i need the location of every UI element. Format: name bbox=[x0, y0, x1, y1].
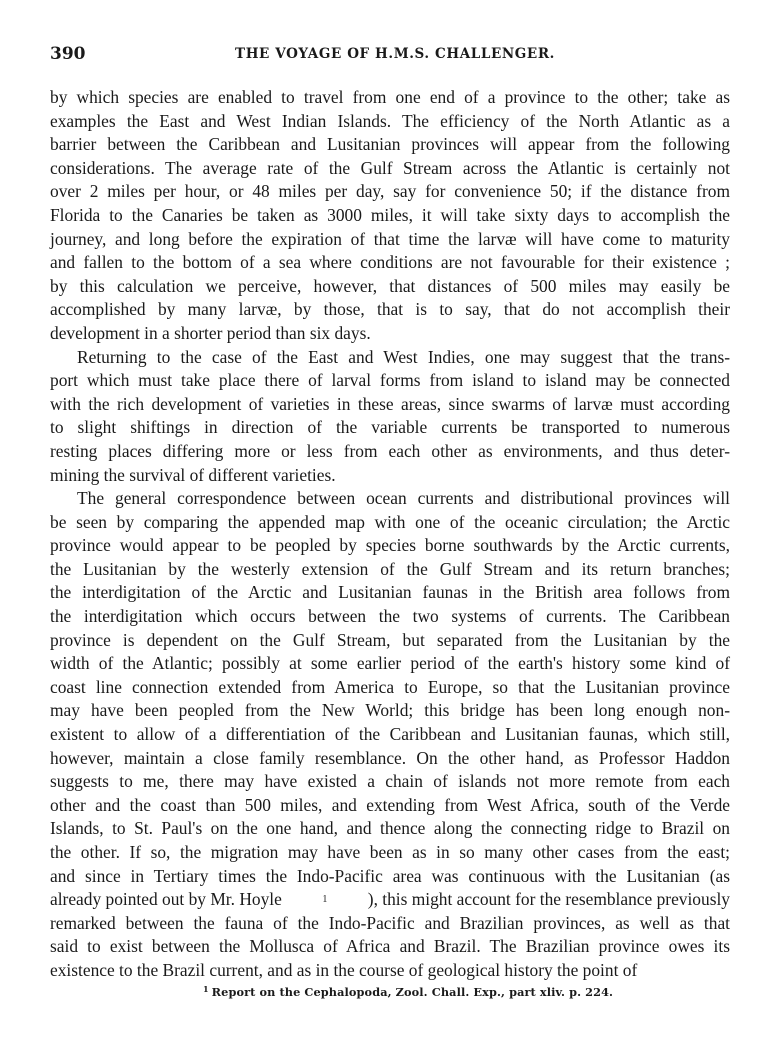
text-line-content: and fallen to the bottom of a sea where conditions are not favourable for their existence ; bbox=[50, 252, 730, 273]
text-line bbox=[50, 605, 730, 629]
text-line-content: development in a shorter period than six days. bbox=[50, 322, 371, 343]
text-line-content: The general correspondence between ocean currents and distributional provinces will bbox=[77, 488, 730, 509]
text-line-content: accomplished by many larvæ, by those, that is to say, that do not accomplish their bbox=[50, 299, 730, 320]
footnote-text: Report on the Cephalopoda, Zool. Chall. Exp., part xliv. p. 224. bbox=[211, 985, 614, 999]
text-line bbox=[50, 86, 730, 110]
text-line-content: over 2 miles per hour, or 48 miles per day, say for convenience 50; if the distance from bbox=[50, 181, 730, 202]
text-line bbox=[50, 440, 730, 464]
page-number: 390 bbox=[50, 44, 86, 64]
text-line bbox=[50, 912, 730, 936]
text-line bbox=[50, 346, 730, 370]
text-line-content: and since in Tertiary times the Indo-Pacific area was continuous with the Lusitanian (as bbox=[50, 865, 730, 886]
text-line bbox=[50, 204, 730, 228]
text-line-content: the interdigitation of the Arctic and Lusitanian faunas in the British area follows from bbox=[50, 582, 730, 603]
text-line bbox=[50, 888, 730, 912]
text-line-content: Florida to the Canaries be taken as 3000 miles, it will take sixty days to accomplish the bbox=[50, 204, 730, 225]
text-line-content: port which must take place there of larval forms from island to island may be connected bbox=[50, 370, 730, 391]
text-line-content: said to exist between the Mollusca of Africa and Brazil. The Brazilian province owes its bbox=[50, 936, 730, 957]
text-line-content: suggests to me, there may have existed a chain of islands not more remote from each bbox=[50, 771, 730, 792]
text-line-content: existent to allow of a differentiation of the Caribbean and Lusitanian faunas, which still, bbox=[50, 724, 730, 745]
text-line bbox=[50, 723, 730, 747]
text-line-content: with the rich development of varieties in these areas, since swarms of larvæ must according bbox=[50, 393, 730, 414]
text-line bbox=[50, 487, 730, 511]
text-line-content: be seen by comparing the appended map with one of the oceanic circulation; the Arctic bbox=[50, 511, 730, 532]
text-line bbox=[50, 110, 730, 134]
page-header bbox=[50, 44, 730, 68]
text-line bbox=[50, 416, 730, 440]
text-line bbox=[50, 275, 730, 299]
footnote-reference[interactable]: 1 bbox=[322, 894, 328, 906]
text-line bbox=[50, 558, 730, 582]
text-line bbox=[50, 464, 730, 488]
text-line bbox=[50, 511, 730, 535]
text-line-content: by this calculation we perceive, however, that distances of 500 miles may easily be bbox=[50, 275, 730, 296]
text-line-content: Returning to the case of the East and West Indies, one may suggest that the trans- bbox=[77, 346, 730, 367]
text-line bbox=[50, 935, 730, 959]
text-line bbox=[50, 581, 730, 605]
text-line bbox=[50, 699, 730, 723]
text-line-content: however, maintain a close family resemblance. On the other hand, as Professor Haddon bbox=[50, 747, 730, 768]
text-line-content: province would appear to be peopled by species borne southwards by the Arctic currents, bbox=[50, 535, 730, 556]
text-line-content: province is dependent on the Gulf Stream, but separated from the Lusitanian by the bbox=[50, 629, 730, 650]
body-text bbox=[50, 86, 730, 983]
text-line-content: the interdigitation which occurs between the two systems of currents. The Caribbean bbox=[50, 606, 730, 627]
text-line-content: Islands, to St. Paul's on the one hand, and thence along the connecting ridge to Brazil on bbox=[50, 818, 730, 839]
text-line-content: may have been peopled from the New World; this bridge has been long enough non- bbox=[50, 700, 730, 721]
text-line-content: journey, and long before the expiration of that time the larvæ will have come to maturity bbox=[50, 228, 730, 249]
text-line bbox=[50, 157, 730, 181]
text-line bbox=[50, 133, 730, 157]
text-line bbox=[50, 841, 730, 865]
text-line bbox=[50, 747, 730, 771]
text-line bbox=[50, 393, 730, 417]
text-line-content: resting places differing more or less from each other as environments, and thus deter- bbox=[50, 440, 730, 461]
text-line-content: ), this might account for the resemblance previously bbox=[367, 889, 730, 910]
text-line bbox=[50, 180, 730, 204]
text-line-content: remarked between the fauna of the Indo-Pacific and Brazilian provinces, as well as that bbox=[50, 912, 730, 933]
running-title: THE VOYAGE OF H.M.S. CHALLENGER. bbox=[235, 46, 555, 62]
text-line-content: barrier between the Caribbean and Lusitanian provinces will appear from the following bbox=[50, 134, 730, 155]
text-line bbox=[50, 322, 730, 346]
text-line bbox=[50, 676, 730, 700]
text-line bbox=[50, 251, 730, 275]
text-line-content: by which species are enabled to travel from one end of a province to the other; take as bbox=[50, 87, 730, 107]
text-line bbox=[50, 652, 730, 676]
text-line bbox=[50, 959, 730, 983]
text-line-content: existence to the Brazil current, and as in the course of geological history the point of bbox=[50, 959, 638, 980]
text-line-content: the Lusitanian by the westerly extension of the Gulf Stream and its return branches; bbox=[50, 558, 730, 579]
text-line bbox=[50, 817, 730, 841]
text-line-content: width of the Atlantic; possibly at some earlier period of the earth's history some kind of bbox=[50, 653, 730, 674]
text-line bbox=[50, 794, 730, 818]
text-line-content: mining the survival of different varieties. bbox=[50, 464, 336, 485]
text-line bbox=[50, 369, 730, 393]
text-line-content: coast line connection extended from America to Europe, so that the Lusitanian province bbox=[50, 676, 730, 697]
text-line-content: other and the coast than 500 miles, and extending from West Africa, south of the Verde bbox=[50, 794, 730, 815]
text-line-content: to slight shiftings in direction of the variable currents be transported to numerous bbox=[50, 417, 730, 438]
text-line-content: the other. If so, the migration may have been as in so many other cases from the east; bbox=[50, 842, 730, 862]
text-line-content: already pointed out by Mr. Hoyle bbox=[50, 889, 282, 910]
text-line bbox=[50, 865, 730, 889]
text-line-content: examples the East and West Indian Islands. The efficiency of the North Atlantic as a bbox=[50, 110, 730, 131]
text-line bbox=[50, 534, 730, 558]
footnote-marker: 1 bbox=[203, 984, 209, 994]
text-line bbox=[50, 629, 730, 653]
footnote bbox=[203, 984, 613, 999]
text-line bbox=[50, 298, 730, 322]
text-line bbox=[50, 228, 730, 252]
text-line bbox=[50, 770, 730, 794]
text-line-content: considerations. The average rate of the Gulf Stream across the Atlantic is certainly not bbox=[50, 157, 730, 178]
